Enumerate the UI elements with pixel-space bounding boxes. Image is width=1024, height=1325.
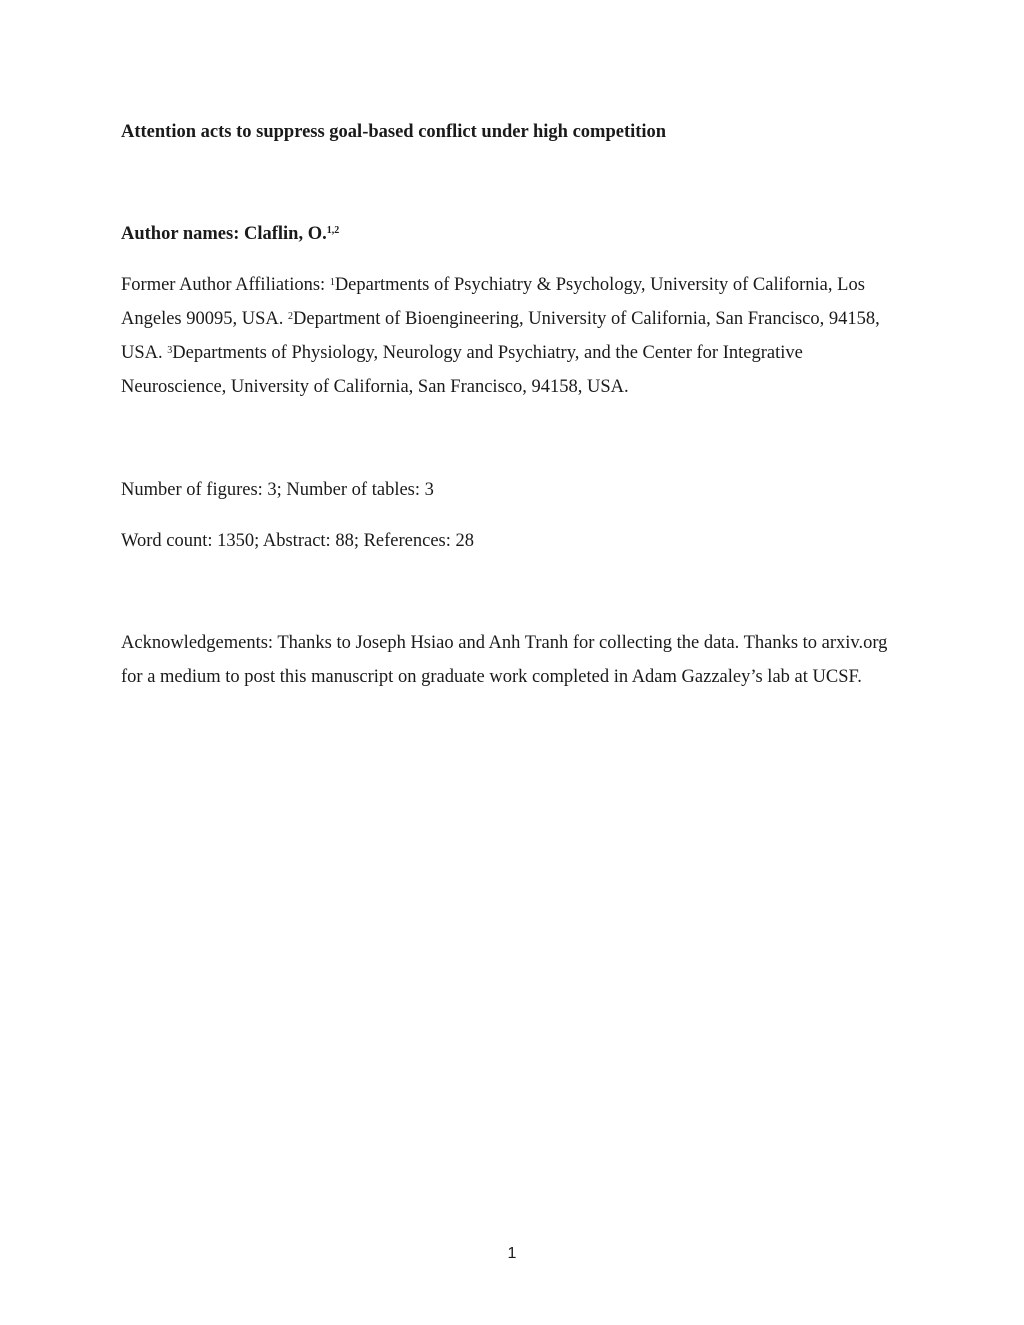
author-names: [121, 222, 921, 246]
word-count: Word count: 1350; Abstract: 88; References: 28: [121, 531, 475, 551]
affiliations-label: Former Author Affiliations:: [121, 275, 330, 295]
affiliation-marker-1: 1: [329, 277, 335, 288]
affiliation-marker-2: 2: [288, 311, 294, 322]
author-affiliations: [121, 268, 911, 404]
author-names-text: Author names: Claflin, O.: [121, 224, 327, 244]
paper-title: Attention acts to suppress goal-based conflict under high competition: [121, 122, 667, 142]
affiliation-1: Departments of Psychiatry & Psychology, University of California, Los Angeles 90095, USA.: [121, 275, 865, 329]
page-number: 1: [507, 1245, 517, 1262]
affiliation-marker-3: 3: [167, 345, 173, 356]
affiliation-2: Department of Bioengineering, University of California, San Francisco, 94158, USA.: [121, 309, 880, 363]
figure-table-count: Number of figures: 3; Number of tables: 3: [121, 480, 434, 500]
affiliation-3: Departments of Physiology, Neurology and Psychiatry, and the Center for Integrative Neuroscience, University of California, San Francisco, 94158, USA.: [121, 343, 803, 397]
author-affiliation-markers: 1,2: [326, 225, 340, 236]
acknowledgements: Acknowledgements: Thanks to Joseph Hsiao and Anh Tranh for collecting the data. Thanks to arxiv.org for a medium to post this manuscript on graduate work completed in Adam Gazzaley’s lab at UCSF.: [121, 633, 888, 687]
